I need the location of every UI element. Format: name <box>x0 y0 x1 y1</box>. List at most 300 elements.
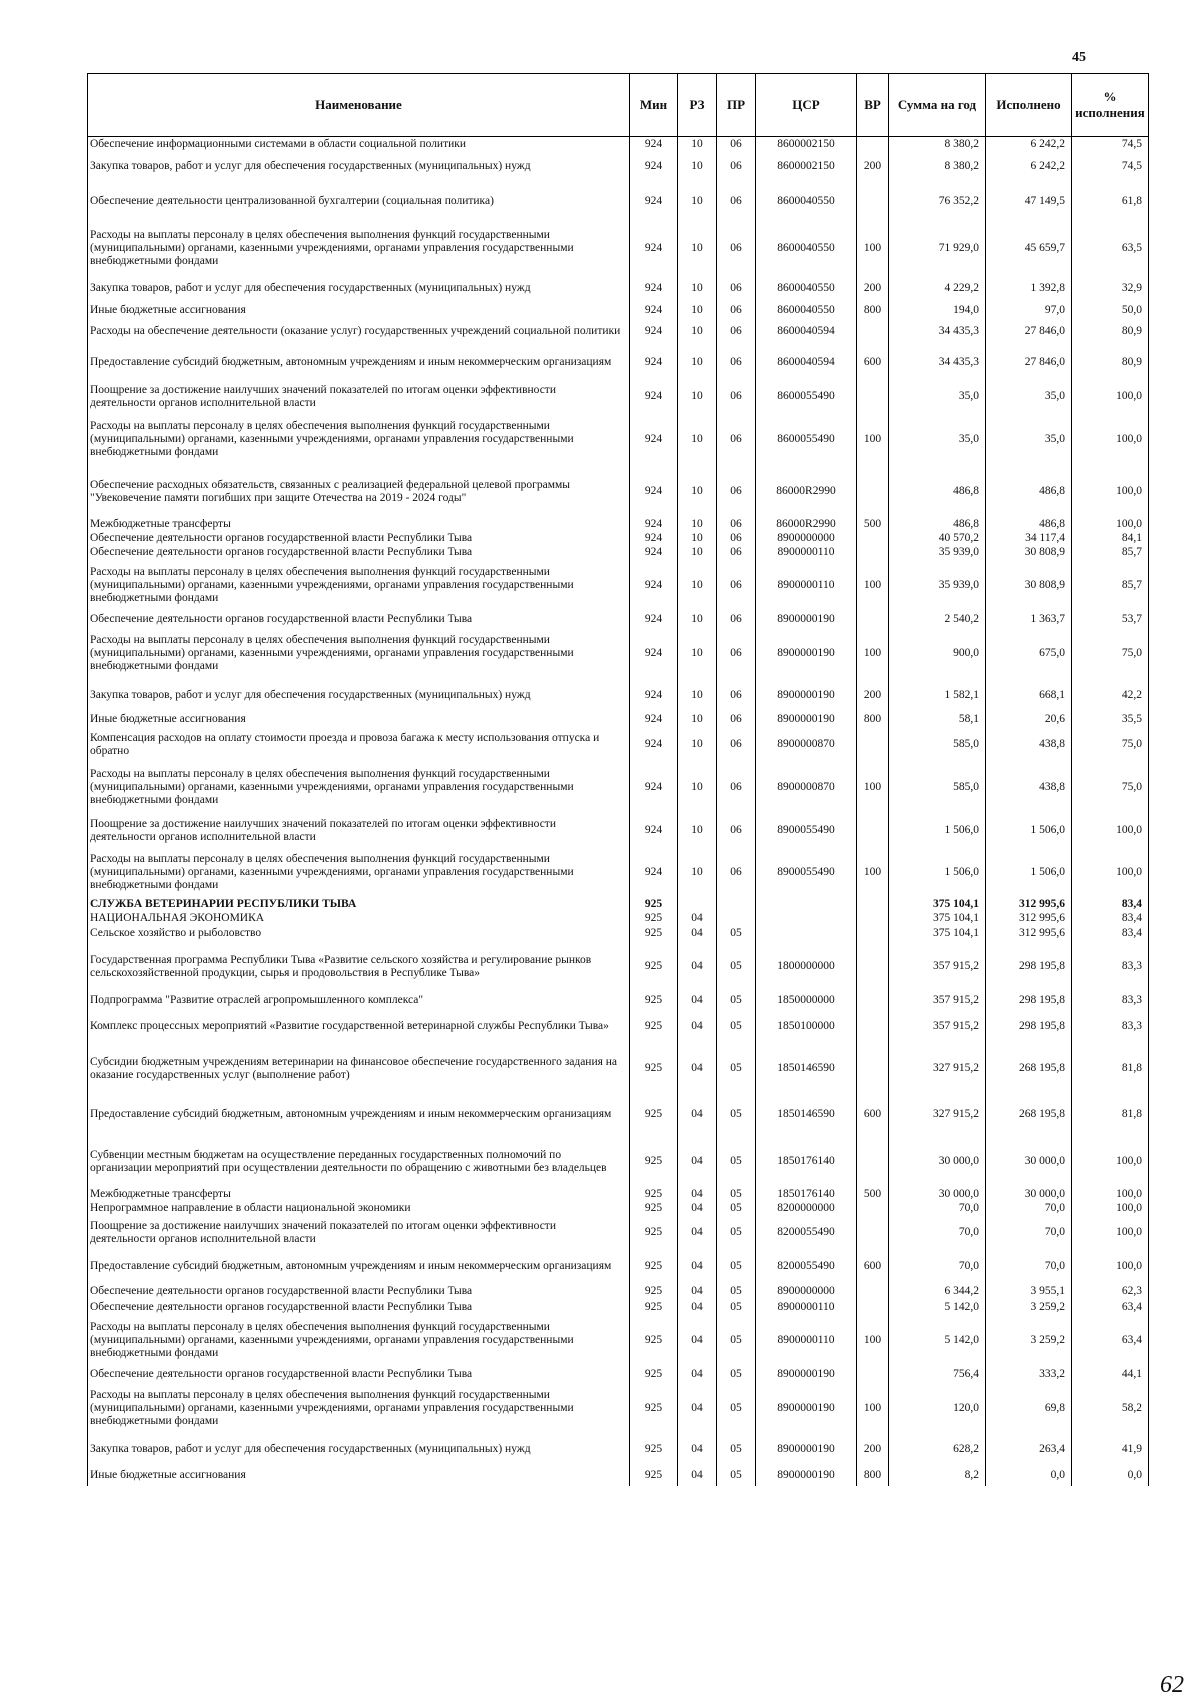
row-pr: 06 <box>717 346 756 380</box>
row-csr: 8900055490 <box>756 814 857 848</box>
row-csr: 8900000190 <box>756 612 857 628</box>
row-pr: 05 <box>717 1188 756 1202</box>
row-pr: 05 <box>717 1300 756 1316</box>
table-row <box>88 532 1149 546</box>
row-done: 333,2 <box>986 1366 1072 1384</box>
row-vr: 600 <box>857 1250 889 1284</box>
row-done: 35,0 <box>986 414 1072 466</box>
row-pr: 06 <box>717 628 756 680</box>
row-pr: 05 <box>717 992 756 1010</box>
row-vr: 600 <box>857 346 889 380</box>
row-vr: 100 <box>857 1316 889 1366</box>
row-rz: 04 <box>678 942 717 992</box>
row-min: 925 <box>630 1044 678 1094</box>
row-rz: 10 <box>678 137 717 153</box>
row-name: Обеспечение деятельности органов государственной власти Республики Тыва <box>88 612 630 628</box>
row-percent: 100,0 <box>1072 1216 1149 1250</box>
row-min: 925 <box>630 1434 678 1466</box>
row-done: 35,0 <box>986 380 1072 414</box>
row-name: Расходы на выплаты персоналу в целях обеспечения выполнения функций государственными (муниципальными) органами, казенными учреждениями, органами управления государственными внебюджетными фондами <box>88 1316 630 1366</box>
row-sum: 375 104,1 <box>889 912 986 926</box>
row-percent: 83,4 <box>1072 912 1149 926</box>
row-name: Поощрение за достижение наилучших значений показателей по итогам оценки эффективности деятельности органов исполнительной власти <box>88 380 630 414</box>
row-name: Предоставление субсидий бюджетным, автономным учреждениям и иным некоммерческим организациям <box>88 346 630 380</box>
table-row <box>88 1366 1149 1384</box>
table-row <box>88 560 1149 612</box>
row-name: Расходы на обеспечение деятельности (оказание услуг) государственных учреждений социальной политики <box>88 318 630 346</box>
row-name: Расходы на выплаты персоналу в целях обеспечения выполнения функций государственными (муниципальными) органами, казенными учреждениями, органами управления государственными внебюджетными фондами <box>88 560 630 612</box>
row-name: НАЦИОНАЛЬНАЯ ЭКОНОМИКА <box>88 912 630 926</box>
row-percent: 63,4 <box>1072 1316 1149 1366</box>
row-done: 27 846,0 <box>986 318 1072 346</box>
row-min: 924 <box>630 762 678 814</box>
header-rz: РЗ <box>678 74 717 137</box>
row-done: 3 259,2 <box>986 1316 1072 1366</box>
row-pr <box>717 898 756 912</box>
row-csr: 8900000190 <box>756 680 857 712</box>
row-name: Предоставление субсидий бюджетным, автономным учреждениям и иным некоммерческим организациям <box>88 1094 630 1136</box>
row-rz: 10 <box>678 223 717 275</box>
row-sum: 8 380,2 <box>889 153 986 181</box>
table-header-row <box>88 74 1149 137</box>
row-csr <box>756 912 857 926</box>
row-done: 30 808,9 <box>986 546 1072 560</box>
row-vr: 100 <box>857 628 889 680</box>
row-percent: 83,3 <box>1072 1010 1149 1044</box>
row-done: 30 000,0 <box>986 1136 1072 1188</box>
row-percent: 83,3 <box>1072 942 1149 992</box>
row-done: 69,8 <box>986 1384 1072 1434</box>
row-sum: 8,2 <box>889 1466 986 1486</box>
row-done: 3 955,1 <box>986 1284 1072 1300</box>
row-csr <box>756 926 857 942</box>
row-rz: 04 <box>678 1316 717 1366</box>
row-min: 924 <box>630 532 678 546</box>
row-min: 925 <box>630 1010 678 1044</box>
row-rz: 10 <box>678 680 717 712</box>
row-percent: 75,0 <box>1072 728 1149 762</box>
row-pr: 05 <box>717 1250 756 1284</box>
row-name: Обеспечение деятельности органов государственной власти Республики Тыва <box>88 1366 630 1384</box>
row-sum: 375 104,1 <box>889 898 986 912</box>
row-min: 925 <box>630 1284 678 1300</box>
row-pr: 06 <box>717 153 756 181</box>
row-name: Комплекс процессных мероприятий «Развитие государственной ветеринарной службы Республики Тыва» <box>88 1010 630 1044</box>
row-csr: 8900000190 <box>756 1434 857 1466</box>
row-min: 925 <box>630 1136 678 1188</box>
row-name: Субвенции местным бюджетам на осуществление переданных государственных полномочий по организации мероприятий при осуществлении деятельности по обращению с животными без владельцев <box>88 1136 630 1188</box>
table-row <box>88 346 1149 380</box>
row-done: 30 808,9 <box>986 560 1072 612</box>
header-vr: ВР <box>857 74 889 137</box>
row-name: Обеспечение деятельности органов государственной власти Республики Тыва <box>88 546 630 560</box>
row-done: 312 995,6 <box>986 926 1072 942</box>
row-vr <box>857 898 889 912</box>
row-min: 925 <box>630 1384 678 1434</box>
row-rz: 04 <box>678 1094 717 1136</box>
row-done: 312 995,6 <box>986 898 1072 912</box>
row-name: Государственная программа Республики Тыва «Развитие сельского хозяйства и регулирование рынков сельскохозяйственной продукции, сырья и продовольствия в Республике Тыва» <box>88 942 630 992</box>
row-vr: 100 <box>857 762 889 814</box>
row-done: 6 242,2 <box>986 153 1072 181</box>
row-done: 70,0 <box>986 1202 1072 1216</box>
row-sum: 357 915,2 <box>889 1010 986 1044</box>
row-csr: 8600040594 <box>756 346 857 380</box>
row-csr: 8600055490 <box>756 380 857 414</box>
row-vr <box>857 926 889 942</box>
row-csr: 8200055490 <box>756 1216 857 1250</box>
table-row <box>88 1094 1149 1136</box>
row-sum: 5 142,0 <box>889 1316 986 1366</box>
row-min: 925 <box>630 1216 678 1250</box>
row-vr <box>857 942 889 992</box>
row-min: 924 <box>630 346 678 380</box>
table-row <box>88 680 1149 712</box>
row-sum: 1 582,1 <box>889 680 986 712</box>
row-done: 70,0 <box>986 1216 1072 1250</box>
row-sum: 35,0 <box>889 414 986 466</box>
row-done: 47 149,5 <box>986 181 1072 223</box>
row-csr: 1850146590 <box>756 1094 857 1136</box>
row-vr <box>857 814 889 848</box>
row-pr: 06 <box>717 762 756 814</box>
row-sum: 58,1 <box>889 712 986 728</box>
row-sum: 8 380,2 <box>889 137 986 153</box>
row-done: 1 506,0 <box>986 848 1072 898</box>
row-csr: 8900000870 <box>756 762 857 814</box>
row-csr: 1850146590 <box>756 1044 857 1094</box>
row-sum: 327 915,2 <box>889 1094 986 1136</box>
row-rz: 04 <box>678 1250 717 1284</box>
budget-execution-table <box>87 73 1149 1486</box>
table-row <box>88 1434 1149 1466</box>
row-pr: 05 <box>717 1136 756 1188</box>
row-done: 20,6 <box>986 712 1072 728</box>
row-done: 1 392,8 <box>986 275 1072 303</box>
row-csr: 1800000000 <box>756 942 857 992</box>
row-rz: 04 <box>678 1284 717 1300</box>
header-name: Наименование <box>88 74 630 137</box>
row-name: Обеспечение деятельности органов государственной власти Республики Тыва <box>88 532 630 546</box>
row-sum: 357 915,2 <box>889 992 986 1010</box>
row-done: 70,0 <box>986 1250 1072 1284</box>
table-row <box>88 1136 1149 1188</box>
row-rz: 10 <box>678 303 717 318</box>
row-name: Расходы на выплаты персоналу в целях обеспечения выполнения функций государственными (муниципальными) органами, казенными учреждениями, органами управления государственными внебюджетными фондами <box>88 414 630 466</box>
row-done: 1 506,0 <box>986 814 1072 848</box>
row-percent: 32,9 <box>1072 275 1149 303</box>
row-vr: 200 <box>857 680 889 712</box>
row-pr: 06 <box>717 303 756 318</box>
row-csr: 8900000190 <box>756 1466 857 1486</box>
row-csr: 8900000000 <box>756 532 857 546</box>
row-sum: 40 570,2 <box>889 532 986 546</box>
table-row <box>88 137 1149 153</box>
row-sum: 2 540,2 <box>889 612 986 628</box>
row-rz: 10 <box>678 532 717 546</box>
row-percent: 58,2 <box>1072 1384 1149 1434</box>
row-percent: 74,5 <box>1072 137 1149 153</box>
row-pr: 06 <box>717 181 756 223</box>
row-name: Поощрение за достижение наилучших значений показателей по итогам оценки эффективности деятельности органов исполнительной власти <box>88 814 630 848</box>
row-name: СЛУЖБА ВЕТЕРИНАРИИ РЕСПУБЛИКИ ТЫВА <box>88 898 630 912</box>
row-done: 298 195,8 <box>986 1010 1072 1044</box>
row-percent: 100,0 <box>1072 1202 1149 1216</box>
header-pr: ПР <box>717 74 756 137</box>
row-min: 925 <box>630 1188 678 1202</box>
table-row <box>88 992 1149 1010</box>
row-percent: 83,3 <box>1072 992 1149 1010</box>
table-row <box>88 1466 1149 1486</box>
row-name: Расходы на выплаты персоналу в целях обеспечения выполнения функций государственными (муниципальными) органами, казенными учреждениями, органами управления государственными внебюджетными фондами <box>88 848 630 898</box>
row-percent: 0,0 <box>1072 1466 1149 1486</box>
row-sum: 70,0 <box>889 1202 986 1216</box>
row-name: Подпрограмма "Развитие отраслей агропромышленного комплекса" <box>88 992 630 1010</box>
row-sum: 76 352,2 <box>889 181 986 223</box>
table-row <box>88 1300 1149 1316</box>
row-csr: 8900000110 <box>756 560 857 612</box>
row-sum: 30 000,0 <box>889 1136 986 1188</box>
row-vr: 100 <box>857 414 889 466</box>
row-min: 924 <box>630 466 678 518</box>
header-min: Мин <box>630 74 678 137</box>
row-pr: 06 <box>717 560 756 612</box>
row-csr: 8600002150 <box>756 137 857 153</box>
row-done: 298 195,8 <box>986 942 1072 992</box>
row-min: 924 <box>630 275 678 303</box>
row-sum: 30 000,0 <box>889 1188 986 1202</box>
row-done: 27 846,0 <box>986 346 1072 380</box>
row-sum: 194,0 <box>889 303 986 318</box>
row-sum: 34 435,3 <box>889 318 986 346</box>
row-min: 925 <box>630 1466 678 1486</box>
row-percent: 100,0 <box>1072 1188 1149 1202</box>
table-row <box>88 912 1149 926</box>
row-pr: 06 <box>717 137 756 153</box>
row-min: 924 <box>630 848 678 898</box>
row-vr <box>857 1284 889 1300</box>
row-rz: 10 <box>678 380 717 414</box>
row-rz: 10 <box>678 728 717 762</box>
row-csr: 8900000110 <box>756 1316 857 1366</box>
row-csr: 86000R2990 <box>756 466 857 518</box>
row-name: Обеспечение деятельности органов государственной власти Республики Тыва <box>88 1284 630 1300</box>
row-done: 263,4 <box>986 1434 1072 1466</box>
row-csr: 8600055490 <box>756 414 857 466</box>
row-csr: 8900000190 <box>756 1384 857 1434</box>
row-csr: 1850000000 <box>756 992 857 1010</box>
row-rz: 10 <box>678 466 717 518</box>
row-name: Расходы на выплаты персоналу в целях обеспечения выполнения функций государственными (муниципальными) органами, казенными учреждениями, органами управления государственными внебюджетными фондами <box>88 223 630 275</box>
table-row <box>88 1316 1149 1366</box>
row-pr: 06 <box>717 532 756 546</box>
row-vr <box>857 380 889 414</box>
header-csr: ЦСР <box>756 74 857 137</box>
row-min: 924 <box>630 560 678 612</box>
row-sum: 357 915,2 <box>889 942 986 992</box>
row-done: 438,8 <box>986 728 1072 762</box>
table-row <box>88 712 1149 728</box>
row-csr: 8900000190 <box>756 712 857 728</box>
row-percent: 50,0 <box>1072 303 1149 318</box>
row-vr <box>857 912 889 926</box>
row-rz: 04 <box>678 1434 717 1466</box>
row-percent: 100,0 <box>1072 414 1149 466</box>
row-percent: 53,7 <box>1072 612 1149 628</box>
row-csr: 8900000190 <box>756 1366 857 1384</box>
row-vr <box>857 1202 889 1216</box>
row-sum: 70,0 <box>889 1250 986 1284</box>
row-pr: 05 <box>717 926 756 942</box>
table-row <box>88 518 1149 532</box>
row-done: 3 259,2 <box>986 1300 1072 1316</box>
row-vr: 100 <box>857 1384 889 1434</box>
row-percent: 100,0 <box>1072 1136 1149 1188</box>
row-percent: 63,5 <box>1072 223 1149 275</box>
row-pr: 06 <box>717 223 756 275</box>
row-sum: 4 229,2 <box>889 275 986 303</box>
row-name: Закупка товаров, работ и услуг для обеспечения государственных (муниципальных) нужд <box>88 680 630 712</box>
row-vr: 800 <box>857 303 889 318</box>
row-pr: 05 <box>717 1094 756 1136</box>
row-percent: 80,9 <box>1072 346 1149 380</box>
row-sum: 900,0 <box>889 628 986 680</box>
row-done: 97,0 <box>986 303 1072 318</box>
row-rz: 04 <box>678 1384 717 1434</box>
row-csr: 8900000000 <box>756 1284 857 1300</box>
row-pr: 05 <box>717 1434 756 1466</box>
table-row <box>88 546 1149 560</box>
row-rz: 10 <box>678 628 717 680</box>
row-sum: 585,0 <box>889 762 986 814</box>
row-done: 486,8 <box>986 466 1072 518</box>
table-row <box>88 318 1149 346</box>
row-done: 312 995,6 <box>986 912 1072 926</box>
row-min: 924 <box>630 612 678 628</box>
row-min: 924 <box>630 137 678 153</box>
row-rz: 10 <box>678 848 717 898</box>
row-pr: 05 <box>717 1044 756 1094</box>
header-sum: Сумма на год <box>889 74 986 137</box>
row-rz: 10 <box>678 275 717 303</box>
row-done: 268 195,8 <box>986 1044 1072 1094</box>
row-min: 924 <box>630 814 678 848</box>
row-name: Межбюджетные трансферты <box>88 518 630 532</box>
row-vr: 200 <box>857 153 889 181</box>
row-percent: 84,1 <box>1072 532 1149 546</box>
row-pr: 05 <box>717 1284 756 1300</box>
row-sum: 35 939,0 <box>889 546 986 560</box>
row-vr: 600 <box>857 1094 889 1136</box>
row-name: Закупка товаров, работ и услуг для обеспечения государственных (муниципальных) нужд <box>88 275 630 303</box>
row-csr <box>756 898 857 912</box>
table-row <box>88 466 1149 518</box>
row-min: 924 <box>630 414 678 466</box>
row-pr: 06 <box>717 546 756 560</box>
row-rz: 04 <box>678 1466 717 1486</box>
row-min: 925 <box>630 1094 678 1136</box>
row-name: Поощрение за достижение наилучших значений показателей по итогам оценки эффективности деятельности органов исполнительной власти <box>88 1216 630 1250</box>
row-vr <box>857 181 889 223</box>
row-percent: 83,4 <box>1072 926 1149 942</box>
row-min: 925 <box>630 1300 678 1316</box>
row-percent: 83,4 <box>1072 898 1149 912</box>
row-name: Закупка товаров, работ и услуг для обеспечения государственных (муниципальных) нужд <box>88 1434 630 1466</box>
row-name: Субсидии бюджетным учреждениям ветеринарии на финансовое обеспечение государственного задания на оказание государственных услуг (выполнение работ) <box>88 1044 630 1094</box>
row-pr: 06 <box>717 380 756 414</box>
row-vr: 100 <box>857 223 889 275</box>
row-min: 925 <box>630 1250 678 1284</box>
row-min: 925 <box>630 912 678 926</box>
row-pr: 06 <box>717 680 756 712</box>
row-pr: 06 <box>717 518 756 532</box>
row-rz: 10 <box>678 414 717 466</box>
row-pr: 05 <box>717 1216 756 1250</box>
row-vr: 200 <box>857 1434 889 1466</box>
row-sum: 35,0 <box>889 380 986 414</box>
row-name: Иные бюджетные ассигнования <box>88 712 630 728</box>
table-body <box>88 137 1149 1486</box>
row-vr: 100 <box>857 848 889 898</box>
row-vr <box>857 466 889 518</box>
table-row <box>88 926 1149 942</box>
row-vr: 500 <box>857 1188 889 1202</box>
row-csr: 8600040594 <box>756 318 857 346</box>
table-row <box>88 303 1149 318</box>
row-rz: 10 <box>678 318 717 346</box>
table-row <box>88 942 1149 992</box>
row-done: 668,1 <box>986 680 1072 712</box>
row-min: 924 <box>630 181 678 223</box>
row-rz: 04 <box>678 912 717 926</box>
table-row <box>88 1188 1149 1202</box>
row-percent: 61,8 <box>1072 181 1149 223</box>
row-vr <box>857 612 889 628</box>
table-row <box>88 380 1149 414</box>
row-percent: 42,2 <box>1072 680 1149 712</box>
row-done: 34 117,4 <box>986 532 1072 546</box>
row-done: 438,8 <box>986 762 1072 814</box>
row-pr: 05 <box>717 1010 756 1044</box>
row-rz: 04 <box>678 1202 717 1216</box>
row-vr <box>857 1136 889 1188</box>
row-vr <box>857 728 889 762</box>
row-name: Межбюджетные трансферты <box>88 1188 630 1202</box>
table-row <box>88 762 1149 814</box>
row-sum: 585,0 <box>889 728 986 762</box>
row-sum: 1 506,0 <box>889 814 986 848</box>
table-row <box>88 1010 1149 1044</box>
row-percent: 100,0 <box>1072 1250 1149 1284</box>
row-csr: 8600040550 <box>756 275 857 303</box>
row-rz <box>678 898 717 912</box>
header-percent: % исполнения <box>1072 74 1149 137</box>
row-csr: 1850176140 <box>756 1136 857 1188</box>
row-rz: 10 <box>678 560 717 612</box>
row-rz: 10 <box>678 346 717 380</box>
row-rz: 04 <box>678 1136 717 1188</box>
row-done: 486,8 <box>986 518 1072 532</box>
row-pr: 06 <box>717 612 756 628</box>
row-percent: 85,7 <box>1072 546 1149 560</box>
row-csr: 8600002150 <box>756 153 857 181</box>
row-pr: 05 <box>717 1466 756 1486</box>
row-min: 924 <box>630 303 678 318</box>
row-percent: 75,0 <box>1072 762 1149 814</box>
row-name: Непрограммное направление в области национальной экономики <box>88 1202 630 1216</box>
row-rz: 10 <box>678 546 717 560</box>
row-rz: 10 <box>678 153 717 181</box>
